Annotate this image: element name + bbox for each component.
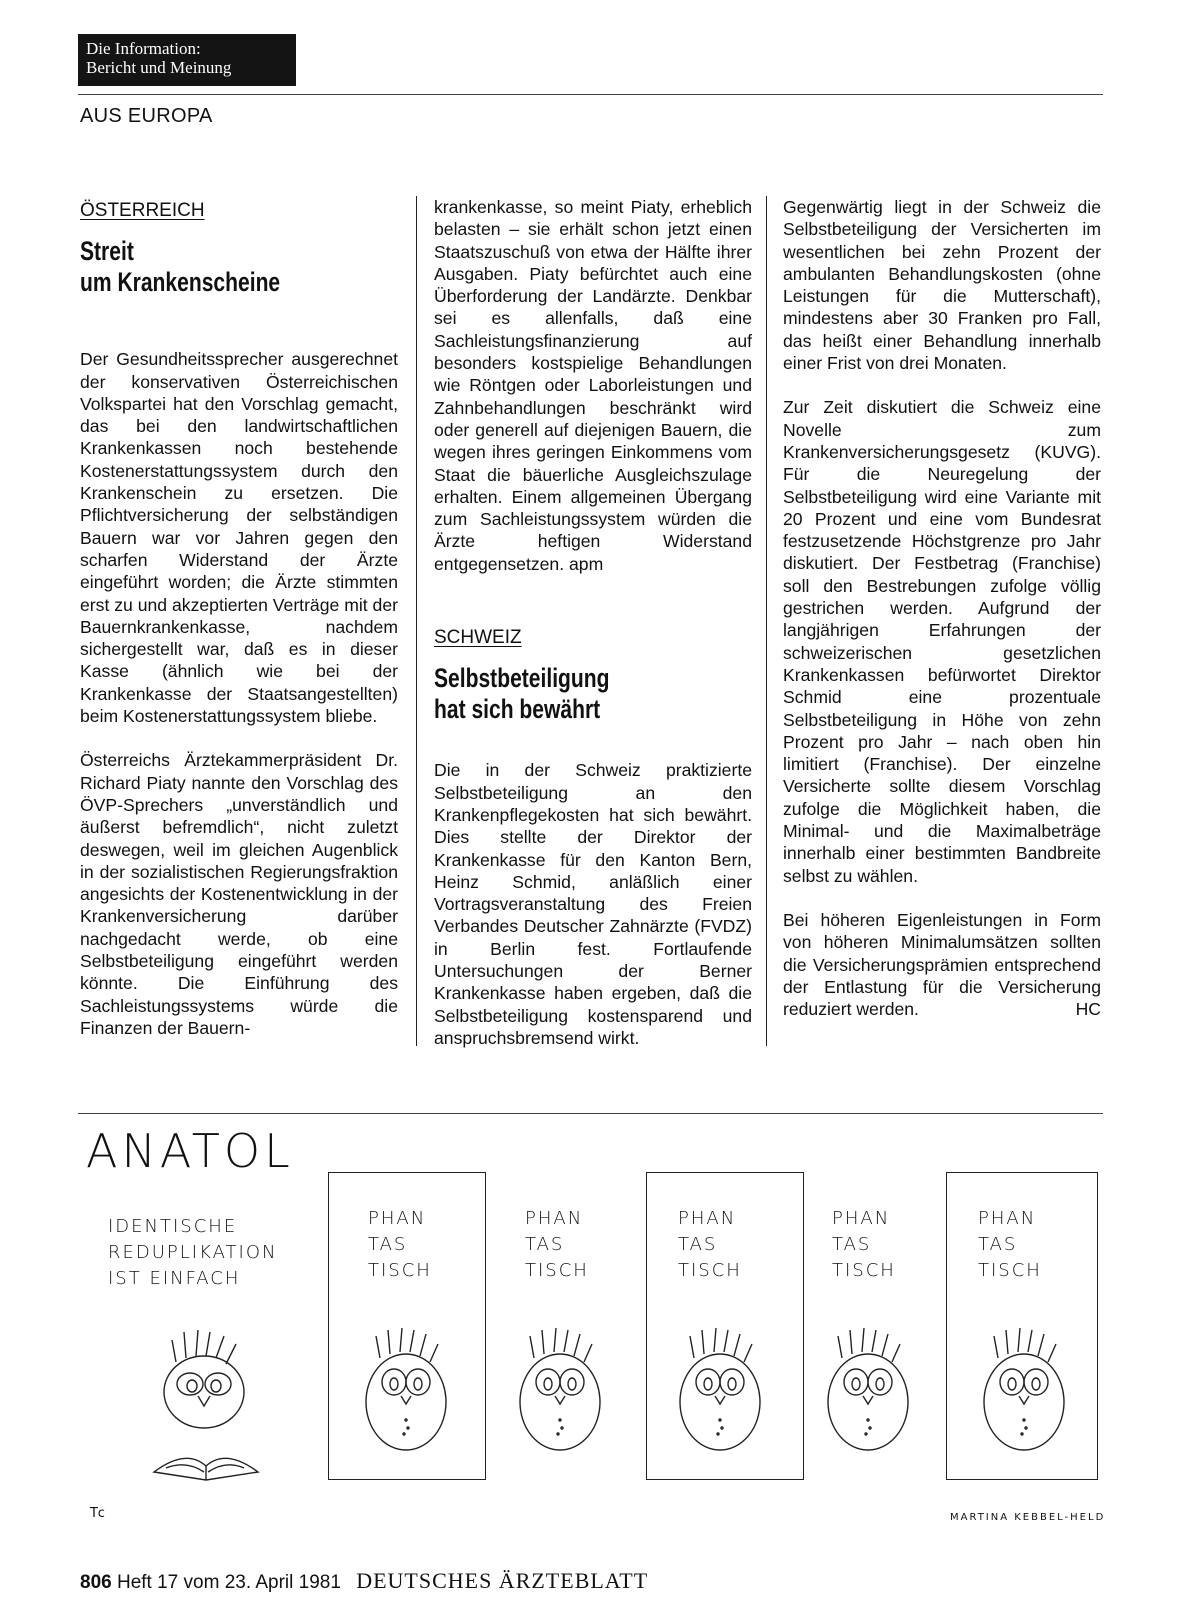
comic-panel-6-text	[978, 1206, 1042, 1284]
speech-line: TISCH	[368, 1260, 432, 1281]
paragraph-text: Bei höheren Eigenleistungen in Form von höheren Minimalumsätzen sollten die Versicherungsprämien entsprechend der Entlastung für die Versicherung reduziert werden.	[783, 909, 1101, 1020]
paragraph: Gegenwärtig liegt in der Schweiz die Selbstbeteiligung der Versicherten im wesentlichen bei zehn Prozent der ambulanten Behandlungskosten (ohne Leistungen für die Mutterschaft), mindestens aber 30 Franken pro Fall, das heißt einer Behandlung innerhalb einer Frist von drei Monaten.	[783, 197, 1101, 374]
rubric-switzerland: SCHWEIZ	[434, 627, 522, 649]
speech-line: TAS	[368, 1234, 408, 1255]
author-initials: apm	[569, 553, 604, 574]
paragraph: Die in der Schweiz praktizierte Selbstbeteiligung an den Krankenpflegekosten hat sich bewährt. Dies stellte der Direktor der Krankenkasse für den Kanton Bern, Heinz Schmid, anläßlich einer Vortragsveranstaltung des Freien Verbandes Deutscher Zahnärzte (FVDZ) in Berlin fest. Fortlaufende Untersuchungen der Berner Krankenkasse haben ergeben, daß die Selbstbeteiligung kostensparend und anspruchsbremsend wirkt.	[434, 760, 752, 1048]
paragraph	[434, 196, 752, 575]
owl-reading-illustration	[146, 1322, 266, 1492]
speech-line: IST EINFACH	[108, 1268, 241, 1289]
page-footer	[80, 1568, 648, 1594]
speech-line: TISCH	[525, 1260, 589, 1281]
paragraph: Der Gesundheitssprecher ausgerechnet der konservativen Österreichischen Volkspartei hat den Vorschlag gemacht, das bei den landwirtschaftlichen Krankenkassen noch bestehende Kostenerstattungssystem durch den Krankenschein zu ersetzen. Die Pflichtversicherung der selbständigen Bauern war vor Jahren gegen den scharfen Widerstand der Ärzte eingeführt worden; die Ärzte stimmten erst zu und akzeptierten Verträge mit der Bauernkrankenkasse, nachdem sichergestellt war, daß es in dieser Kasse (ähnlich wie bei der Krankenkasse der Staatsangestellten) beim Kostenerstattungssystem bliebe.	[80, 349, 398, 727]
comic-title: ANATOL	[86, 1124, 294, 1178]
headline-switzerland	[434, 663, 762, 725]
headline-austria-line2: um Krankenscheine	[80, 267, 281, 298]
speech-line: TAS	[832, 1234, 872, 1255]
header-rule	[78, 94, 1103, 95]
owl-illustration	[660, 1322, 780, 1492]
section-label: AUS EUROPA	[80, 105, 213, 127]
owl-illustration	[500, 1322, 620, 1492]
speech-line: IDENTISCHE	[108, 1216, 238, 1237]
comic-panel-3-text	[525, 1206, 589, 1284]
speech-line: PHAN	[978, 1208, 1037, 1229]
headline-austria	[80, 236, 408, 298]
rubric-austria: ÖSTERREICH	[80, 200, 205, 221]
speech-line: TISCH	[678, 1260, 742, 1281]
column-divider	[766, 196, 767, 1046]
column-3	[783, 196, 1101, 1042]
owl-illustration	[964, 1322, 1084, 1492]
speech-line: PHAN	[678, 1208, 737, 1229]
journal-name: DEUTSCHES ÄRZTEBLATT	[356, 1568, 649, 1593]
paragraph: Österreichs Ärztekammerpräsident Dr. Richard Piaty nannte den Vorschlag des ÖVP-Sprechers „unverständlich und äußerst befremdlich“, nicht zuletzt deswegen, weil im gleichen Augenblick in der sozialistischen Regierungsfraktion angesichts der Kostenentwicklung in der Krankenversicherung darüber nachgedacht werde, ob eine Selbstbeteiligung eingeführt werden könnte. Die Einführung des Sachleistungssystems würde die Finanzen der Bauern-	[80, 750, 398, 1038]
column-divider	[416, 196, 417, 1046]
speech-line: REDUPLIKATION	[108, 1242, 278, 1263]
speech-line: TAS	[678, 1234, 718, 1255]
speech-line: PHAN	[525, 1208, 584, 1229]
headline-switzerland-line1: Selbstbeteiligung	[434, 663, 610, 694]
comic-panel-5-text	[832, 1206, 896, 1284]
paragraph-text: krankenkasse, so meint Piaty, erheblich belasten – sie erhält schon jetzt einen Staatszuschuß von etwa der Hälfte ihrer Ausgaben. Piaty befürchtet auch eine Überforderung der Landärzte. Denkbar sei es allenfalls, daß eine Sachleistungsfinanzierung auf besonders kostspielige Behandlungen wie Röntgen oder Laborleistungen und Zahnbehandlungen beschränkt wird oder generell auf diejenigen Bauern, die wegen ihres geringen Einkommens vom Staat die bäuerliche Ausgleichszulage erhalten. Einem allgemeinen Übergang zum Sachleistungssystem würden die Ärzte heftigen Widerstand entgegensetzen.	[434, 197, 752, 574]
comic-panel-2-text	[368, 1206, 432, 1284]
paragraph	[783, 909, 1101, 1020]
artist-monogram: Tc	[90, 1506, 107, 1521]
speech-line: TAS	[525, 1234, 565, 1255]
headline-austria-line1: Streit	[80, 236, 134, 267]
speech-line: TISCH	[832, 1260, 896, 1281]
owl-illustration	[808, 1322, 928, 1492]
speech-line: TISCH	[978, 1260, 1042, 1281]
speech-line: PHAN	[368, 1208, 427, 1229]
speech-line: PHAN	[832, 1208, 891, 1229]
artist-signature: MARTINA KEBBEL-HELD	[950, 1512, 1106, 1523]
comic-rule	[78, 1113, 1103, 1114]
page-number: 806	[80, 1572, 112, 1593]
owl-illustration	[346, 1322, 466, 1492]
speech-line: TAS	[978, 1234, 1018, 1255]
author-initials: HC	[1075, 999, 1101, 1020]
section-badge-line1: Die Information:	[86, 39, 201, 58]
comic-panel-1-text	[108, 1214, 277, 1292]
issue-info: Heft 17 vom 23. April 1981	[116, 1572, 341, 1593]
comic-panel-4-text	[678, 1206, 742, 1284]
paragraph: Zur Zeit diskutiert die Schweiz eine Novelle zum Krankenversicherungsgesetz (KUVG). Für die Neuregelung der Selbstbeteiligung wird eine Variante mit 20 Prozent und eine vom Bundesrat festzusetzende Höchstgrenze pro Jahr diskutiert. Der Festbetrag (Franchise) soll den Bestrebungen zufolge völlig gestrichen werden. Aufgrund der langjährigen Erfahrungen der schweizerischen gesetzlichen Krankenkassen befürwortet Direktor Schmid eine prozentuale Selbstbeteiligung in Höhe von zehn Prozent pro Jahr – nach oben hin limitiert (Franchise). Der einzelne Versicherte sollte diesem Vorschlag zufolge die Möglichkeit haben, die Minimal- und die Maximalbeträge innerhalb einer bestimmten Bandbreite selbst zu wählen.	[783, 397, 1101, 886]
headline-switzerland-line2: hat sich bewährt	[434, 694, 601, 725]
column-1	[80, 200, 398, 1061]
section-badge-line2: Bericht und Meinung	[86, 58, 232, 77]
column-2	[434, 196, 752, 1071]
section-badge	[78, 34, 296, 86]
